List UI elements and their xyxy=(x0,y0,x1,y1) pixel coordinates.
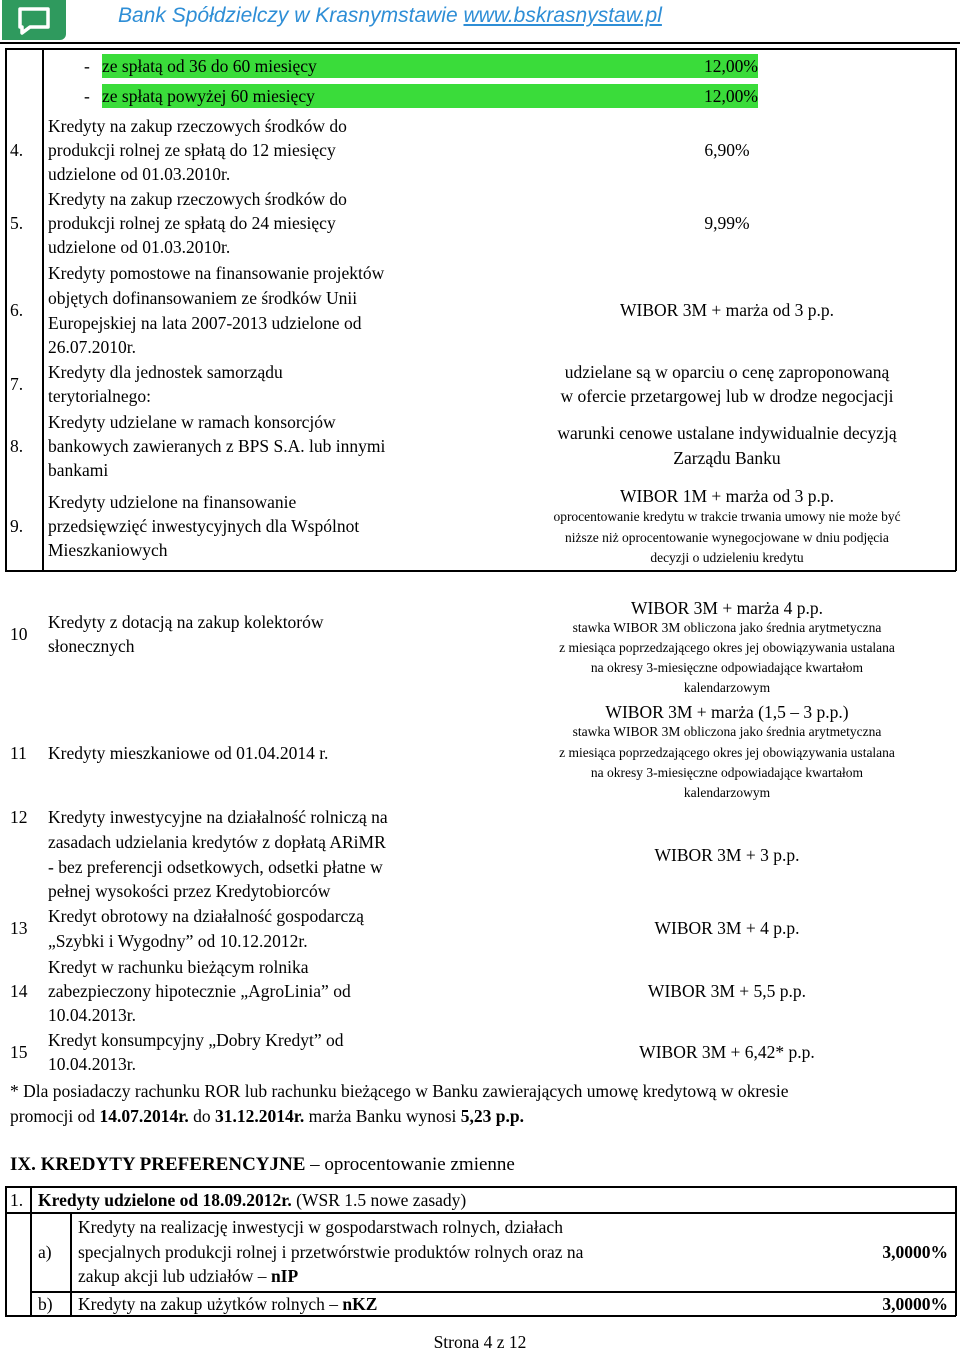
rate-note-line: na okresy 3-miesięczne odpowiadające kwartałom xyxy=(590,660,864,675)
item-number: 7. xyxy=(10,374,24,394)
rate-value: WIBOR 3M + marża od 3 p.p. xyxy=(620,300,834,320)
rate-value: WIBOR 1M + marża od 3 p.p. xyxy=(620,486,834,506)
item-number: 5. xyxy=(10,213,24,233)
item-label-line: zabezpieczony hipotecznie „AgroLinia” od xyxy=(48,981,351,1001)
rate-note-line: Zarządu Banku xyxy=(673,448,781,468)
item-label-line: terytorialnego: xyxy=(48,386,152,406)
rate-value: 3,0000% xyxy=(882,1294,948,1314)
item-label-line: Kredyty mieszkaniowe od 01.04.2014 r. xyxy=(48,743,329,763)
rate-note-line: oprocentowanie kredytu w trakcie trwania umowy nie może być xyxy=(553,509,901,524)
item-number: 4. xyxy=(10,140,24,160)
rate-value: WIBOR 3M + 5,5 p.p. xyxy=(647,981,807,1001)
rate-note-line: udzielane są w oparciu o cenę zaproponowaną xyxy=(564,362,890,382)
item-label-line: Kredyty na zakup rzeczowych środków do xyxy=(48,189,347,209)
item-label-line: 10.04.2013r. xyxy=(48,1005,136,1025)
item-label-line: słonecznych xyxy=(48,636,135,656)
rate-value: 12,00% xyxy=(704,56,758,76)
row-label-line: zakup akcji lub udziałów – nIP xyxy=(78,1266,299,1286)
bank-website-link[interactable]: www.bskrasnystaw.pl xyxy=(463,4,662,27)
rate-value: WIBOR 3M + 6,42* p.p. xyxy=(639,1042,815,1062)
item-label-line: produkcji rolnej ze spłatą do 24 miesięcy xyxy=(48,213,336,233)
item-label-line: Kredyty udzielone na finansowanie xyxy=(48,492,297,512)
header-rule xyxy=(0,42,960,44)
rate-note-line: z miesiąca poprzedzającego okres jej obowiązywania ustalana xyxy=(559,640,895,655)
page-number: Strona 4 z 12 xyxy=(433,1332,527,1352)
rate-note-line: kalendarzowym xyxy=(683,785,771,800)
item-label-line: Kredyty dla jednostek samorządu xyxy=(48,362,283,382)
rate-value: 6,90% xyxy=(704,140,750,160)
list-item: - xyxy=(84,56,90,76)
item-label-line: Kredyty na zakup rzeczowych środków do xyxy=(48,116,347,136)
list-item-label: ze spłatą od 36 do 60 miesięcy xyxy=(102,54,758,78)
rate-value: 3,0000% xyxy=(882,1242,948,1262)
list-item: - xyxy=(84,86,90,106)
item-label-line: Mieszkaniowych xyxy=(48,540,168,560)
item-label-line: Europejskiej na lata 2007-2013 udzielone od xyxy=(48,313,362,333)
item-label-line: bankami xyxy=(48,460,109,480)
item-number: 6. xyxy=(10,300,24,320)
item-label-line: Kredyty inwestycyjne na działalność rolniczą na xyxy=(48,807,388,827)
list-item-label: ze spłatą powyżej 60 miesięcy xyxy=(102,84,758,108)
item-label-line: Kredyty udzielane w ramach konsorcjów xyxy=(48,412,336,432)
rate-value: 12,00% xyxy=(704,86,758,106)
logo-icon xyxy=(16,5,52,35)
item-label-line: udzielone od 01.03.2010r. xyxy=(48,237,231,257)
section-title: IX. KREDYTY PREFERENCYJNE – oprocentowanie zmienne xyxy=(10,1154,515,1175)
item-label-line: objętych dofinansowaniem ze środków Unii xyxy=(48,288,358,308)
header-title xyxy=(118,4,662,28)
item-number: 11 xyxy=(10,743,27,763)
footnote-line: * Dla posiadaczy rachunku ROR lub rachunku bieżącego w Banku zawierających umowę kredytową w okresie xyxy=(10,1081,789,1101)
rate-note-line: kalendarzowym xyxy=(683,680,771,695)
item-label-line: przedsięwzięć inwestycyjnych dla Wspólnot xyxy=(48,516,360,536)
item-label-line: bankowych zawieranych z BPS S.A. lub innymi xyxy=(48,436,386,456)
section-sub-label: Kredyty udzielone od 18.09.2012r. (WSR 1.5 nowe zasady) xyxy=(38,1190,467,1210)
rate-note-line: na okresy 3-miesięczne odpowiadające kwartałom xyxy=(590,765,864,780)
row-letter: b) xyxy=(38,1294,53,1314)
row-label-line: Kredyty na realizację inwestycji w gospodarstwach rolnych, działach xyxy=(78,1217,563,1237)
rate-note-line: stawka WIBOR 3M obliczona jako średnia arytmetyczna xyxy=(572,620,882,635)
item-label-line: Kredyt w rachunku bieżącym rolnika xyxy=(48,957,309,977)
item-number: 12 xyxy=(10,807,28,827)
rate-note-line: warunki cenowe ustalane indywidualnie decyzją xyxy=(557,423,897,443)
footnote-line: promocji od 14.07.2014r. do 31.12.2014r. marża Banku wynosi 5,23 p.p. xyxy=(10,1106,524,1126)
row-label-line: Kredyty na zakup użytków rolnych – nKZ xyxy=(78,1294,378,1314)
item-label-line: udzielone od 01.03.2010r. xyxy=(48,164,231,184)
item-number: 10 xyxy=(10,624,28,644)
rate-note-line: z miesiąca poprzedzającego okres jej obowiązywania ustalana xyxy=(559,745,895,760)
rate-note-line: w ofercie przetargowej lub w drodze negocjacji xyxy=(560,386,894,406)
item-number: 15 xyxy=(10,1042,28,1062)
item-label-line: - bez preferencji odsetkowych, odsetki płatne w xyxy=(48,857,383,877)
rate-value: WIBOR 3M + marża 4 p.p. xyxy=(630,598,824,618)
rate-note-line: niższe niż oprocentowanie wynegocjowane w dniu podjęcia xyxy=(565,530,889,545)
rate-note-line: decyzji o udzieleniu kredytu xyxy=(650,550,804,565)
item-label-line: 26.07.2010r. xyxy=(48,337,136,357)
item-number: 14 xyxy=(10,981,28,1001)
item-label-line: Kredyty z dotacją na zakup kolektorów xyxy=(48,612,324,632)
item-label-line: Kredyty pomostowe na finansowanie projektów xyxy=(48,263,385,283)
bank-name: Bank Spółdzielczy w Krasnymstawie xyxy=(118,4,458,27)
rate-note-line: stawka WIBOR 3M obliczona jako średnia arytmetyczna xyxy=(572,724,882,739)
rate-value: 9,99% xyxy=(704,213,750,233)
item-number: 13 xyxy=(10,918,28,938)
rate-value: WIBOR 3M + 3 p.p. xyxy=(654,845,800,865)
item-number: 8. xyxy=(10,436,24,456)
row-label-line: specjalnych produkcji rolnej i przetwórstwie produktów rolnych oraz na xyxy=(78,1242,584,1262)
item-label-line: „Szybki i Wygodny” od 10.12.2012r. xyxy=(48,931,308,951)
rate-value: WIBOR 3M + marża (1,5 – 3 p.p.) xyxy=(605,702,849,722)
item-label-line: Kredyt obrotowy na działalność gospodarczą xyxy=(48,906,364,926)
item-number: 9. xyxy=(10,516,24,536)
item-label-line: Kredyt konsumpcyjny „Dobry Kredyt” od xyxy=(48,1030,344,1050)
row-letter: a) xyxy=(38,1242,52,1262)
item-label-line: zasadach udzielania kredytów z dopłatą ARiMR xyxy=(48,832,386,852)
item-label-line: 10.04.2013r. xyxy=(48,1054,136,1074)
bank-logo xyxy=(2,0,66,40)
item-label-line: produkcji rolnej ze spłatą do 12 miesięcy xyxy=(48,140,336,160)
section-sub-number: 1. xyxy=(10,1190,24,1210)
rate-value: WIBOR 3M + 4 p.p. xyxy=(654,918,800,938)
item-label-line: pełnej wysokości przez Kredytobiorców xyxy=(48,881,331,901)
page-header xyxy=(0,0,960,42)
